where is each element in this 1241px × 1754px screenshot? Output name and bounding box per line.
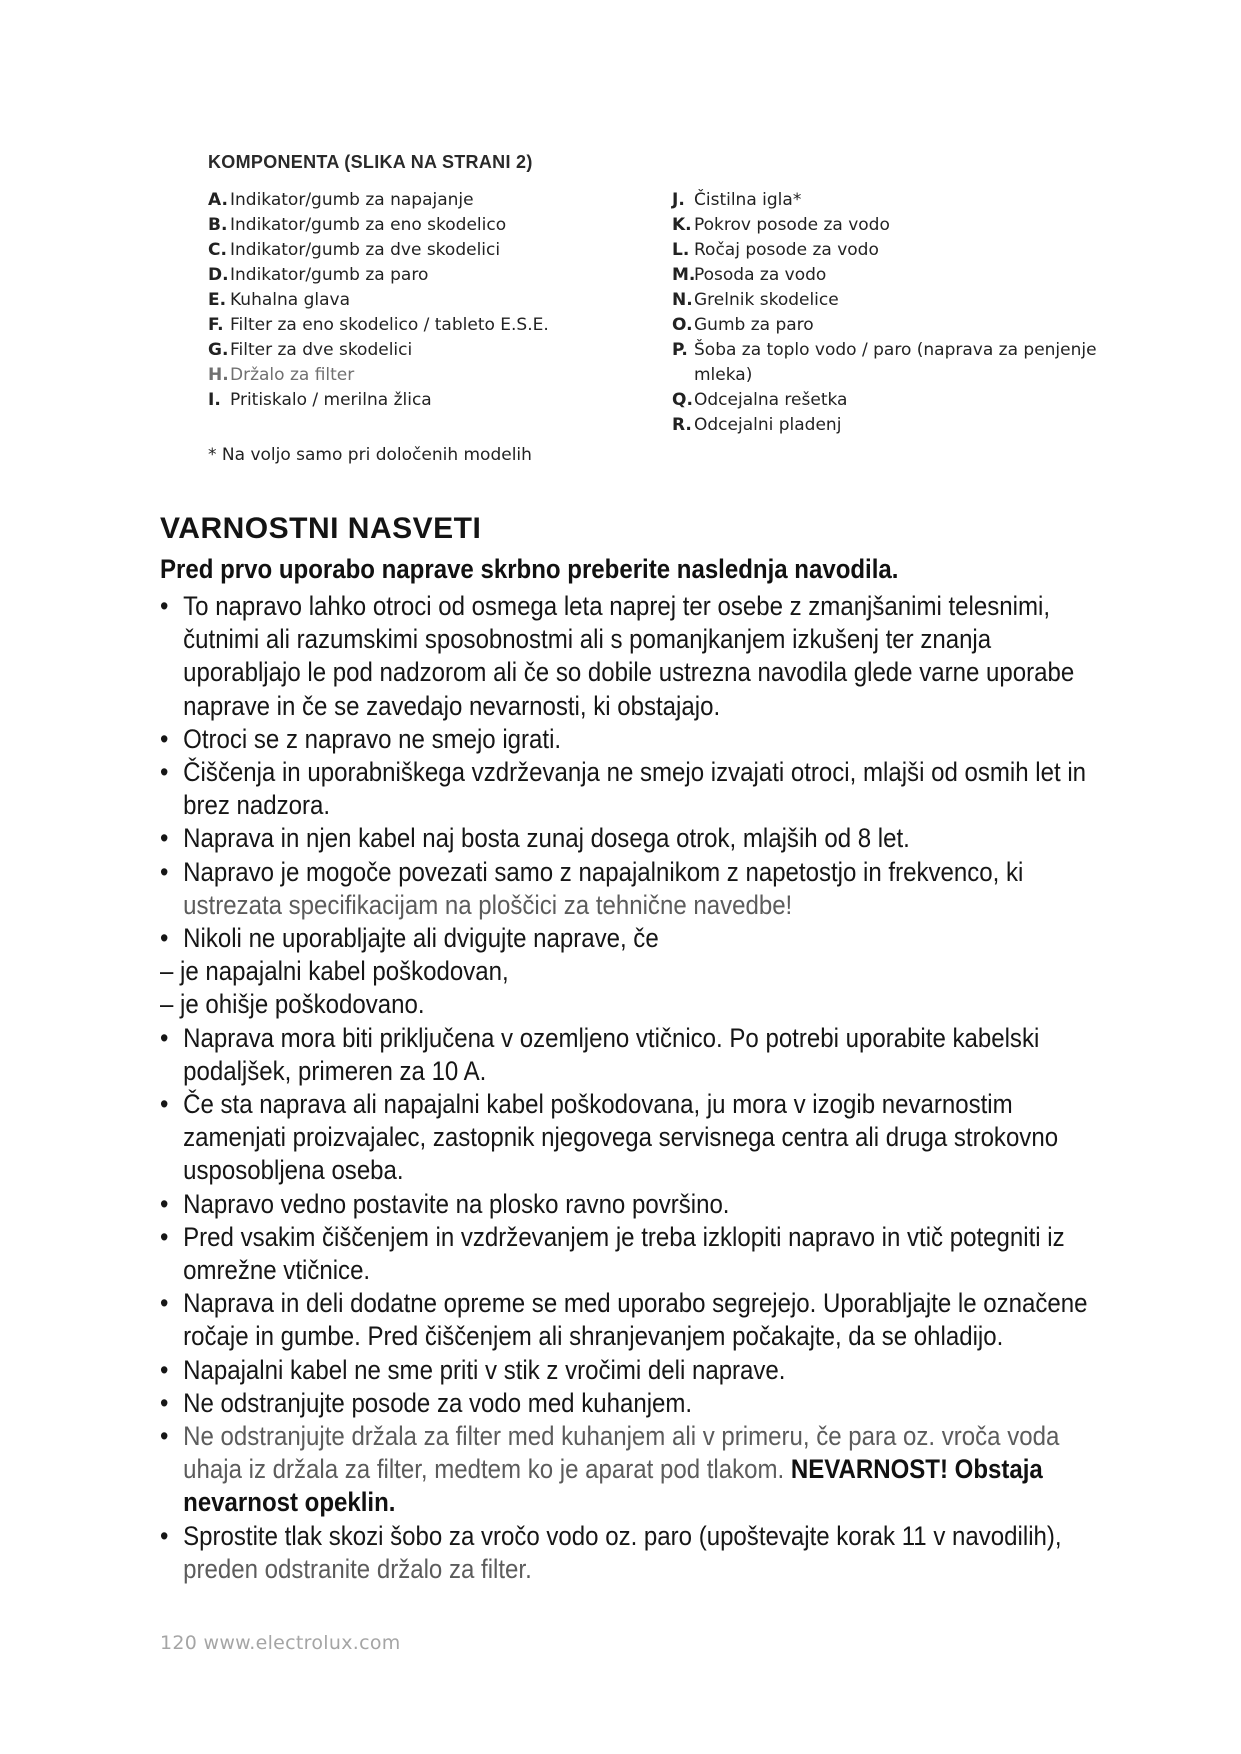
component-letter: A. [208,190,228,210]
safety-item: • Naprava mora biti priključena v ozemljeno vtičnico. Po potrebi uporabite kabelski podaljšek, primeren za 10 A. [160,1022,1103,1088]
component-letter: Q. [672,390,693,410]
safety-item-text: Napravo je mogoče povezati samo z napajalnikom z napetostjo in frekvenco, ki [183,856,1024,887]
component-item [208,363,648,388]
component-letter: P. [672,340,688,360]
component-letter: K. [672,215,692,235]
component-item [208,313,648,338]
safety-item: • Napravo vedno postavite na plosko ravno površino. [160,1188,1103,1221]
component-letter: B. [208,215,228,235]
safety-item: • Napajalni kabel ne sme priti v stik z vročimi deli naprave. [160,1354,1103,1387]
component-item [672,338,1152,388]
component-letter: H. [208,365,229,385]
component-label: Kuhalna glava [230,290,350,310]
component-label: Odcejalna rešetka [694,390,848,410]
component-letter: F. [208,315,224,335]
safety-list [160,590,1103,1586]
safety-subitem: – je ohišje poškodovano. [160,989,425,1020]
page-footer: 120 www.electrolux.com [160,1632,401,1654]
component-label: Ročaj posode za vodo [694,240,879,260]
component-label: Gumb za paro [694,315,814,335]
safety-item-text-faded: preden odstranite držalo za filter. [183,1553,532,1584]
component-item [672,288,1152,313]
component-letter: R. [672,415,692,435]
component-letter: I. [208,390,221,410]
components-heading: KOMPONENTA (SLIKA NA STRANI 2) [208,152,533,172]
component-item [208,238,648,263]
safety-item: • Čiščenja in uporabniškega vzdrževanja ne smejo izvajati otroci, mlajši od osmih let in brez nadzora. [160,756,1103,822]
safety-item-text-faded: ustrezata specifikacijam na ploščici za tehnične navedbe! [183,889,793,920]
component-letter: G. [208,340,229,360]
components-list-left [208,188,648,413]
safety-item-text: Sprostite tlak skozi šobo za vročo vodo oz. paro (upoštevajte korak 11 v navodilih), [183,1520,1062,1551]
component-item [208,288,648,313]
component-item [672,238,1152,263]
components-list-right [672,188,1152,438]
component-label: Odcejalni pladenj [694,415,842,435]
safety-item: • Naprava in deli dodatne opreme se med uporabo segrejejo. Uporabljajte le označene ročaje in gumbe. Pred čiščenjem ali shranjevanjem počakajte, da se ohladijo. [160,1287,1103,1353]
component-letter: L. [672,240,690,260]
safety-item: • Pred vsakim čiščenjem in vzdrževanjem je treba izklopiti napravo in vtič potegniti iz omrežne vtičnice. [160,1221,1103,1287]
danger-warning: NEVARNOST! Obstaja nevarnost opeklin. [183,1454,1043,1518]
safety-item-text-faded: Ne odstranjujte držala za filter med kuhanjem ali v primeru, če para oz. vroča voda uhaja iz držala za filter, medtem ko je aparat pod tlakom. [183,1421,1060,1485]
component-item [672,213,1152,238]
component-label: Pokrov posode za vodo [694,215,890,235]
component-label: Čistilna igla* [694,190,802,210]
component-label: Grelnik skodelice [694,290,839,310]
component-item [208,263,648,288]
safety-item [160,856,1103,922]
component-letter: M. [672,265,696,285]
component-item [672,388,1152,413]
safety-intro: Pred prvo uporabo naprave skrbno preberite naslednja navodila. [160,554,899,584]
component-label: Indikator/gumb za eno skodelico [230,215,507,235]
safety-item: • Naprava in njen kabel naj bosta zunaj dosega otrok, mlajših od 8 let. [160,822,1103,855]
component-item [672,188,1152,213]
component-label: Indikator/gumb za dve skodelici [230,240,501,260]
component-letter: D. [208,265,229,285]
component-item [672,413,1152,438]
component-label: Pritiskalo / merilna žlica [230,390,432,410]
safety-item: • Če sta naprava ali napajalni kabel poškodovana, ju mora v izogib nevarnostim zamenjati proizvajalec, zastopnik njegovega servisnega centra ali druga strokovno usposobljena oseba. [160,1088,1103,1188]
component-label: Šoba za toplo vodo / paro (naprava za penjenje mleka) [694,340,1097,385]
safety-heading: VARNOSTNI NASVETI [160,512,482,545]
component-item [208,338,648,363]
component-label: Posoda za vodo [694,265,827,285]
component-item [208,388,648,413]
safety-item: • To napravo lahko otroci od osmega leta naprej ter osebe z zmanjšanimi telesnimi, čutnimi ali razumskimi sposobnostmi ali s pomanjkanjem izkušenj ter znanja uporabljajo le pod nadzorom ali če so dobile ustrezna navodila glede varne uporabe naprave in če se zavedajo nevarnosti, ki obstajajo. [160,590,1103,723]
component-letter: N. [672,290,693,310]
component-label: Filter za dve skodelici [230,340,413,360]
component-label: Indikator/gumb za paro [230,265,429,285]
component-label: Indikator/gumb za napajanje [230,190,474,210]
component-item [208,213,648,238]
component-letter: J. [672,190,685,210]
safety-item [160,1420,1103,1520]
component-item [672,263,1152,288]
safety-subitem: – je napajalni kabel poškodovan, [160,956,509,987]
safety-item [160,1520,1103,1586]
component-letter: E. [208,290,227,310]
component-label: Držalo za filter [230,365,355,385]
component-letter: O. [672,315,693,335]
component-label: Filter za eno skodelico / tableto E.S.E. [230,315,549,335]
safety-item: • Otroci se z napravo ne smejo igrati. [160,723,1103,756]
safety-item: • Nikoli ne uporabljajte ali dvigujte naprave, če [160,922,1103,955]
component-item [672,313,1152,338]
component-letter: C. [208,240,227,260]
components-footnote: * Na voljo samo pri določenih modelih [208,445,532,465]
component-item [208,188,648,213]
safety-item: • Ne odstranjujte posode za vodo med kuhanjem. [160,1387,1103,1420]
